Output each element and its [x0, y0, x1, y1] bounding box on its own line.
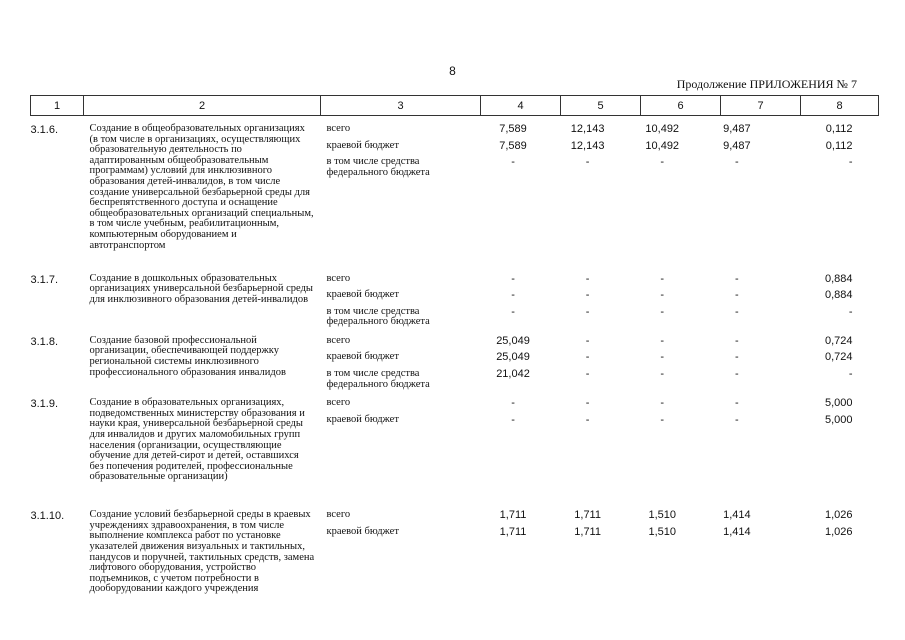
value-col-6: -	[660, 156, 665, 169]
table-row	[31, 266, 879, 328]
value-col-4: -	[511, 272, 515, 285]
funding-lines	[321, 116, 879, 266]
value-col-5: -	[585, 305, 590, 318]
value-col-5: -	[585, 397, 590, 410]
funding-line	[321, 307, 879, 328]
funding-line	[321, 527, 879, 538]
funding-line	[321, 398, 879, 409]
value-col-5: 12,143	[570, 139, 605, 152]
value-col-4: -	[511, 413, 515, 426]
row-number: 3.1.8.	[30, 335, 59, 348]
value-col-4: -	[511, 397, 515, 410]
funding-source-label: краевой бюджет	[326, 525, 399, 537]
funding-lines	[321, 390, 879, 502]
row-description: Создание в общеобразовательных организациях (в том числе в организациях, осуществляющих образовательную деятельность по адаптированным общеобразовательным программам) условий для инклюзивного образования детей-инвалидов, в том числе создание универсальной безбарьерной среды для беспрепятственного доступа и оснащение общеобразовательных организаций специальным, в том числе учебным, реабилитационным, компьютерным оборудованием и автотранспортом	[89, 123, 314, 251]
value-col-7: 1,414	[723, 525, 751, 538]
value-col-7: -	[735, 368, 739, 381]
funding-line	[321, 290, 879, 301]
row-number: 3.1.10.	[30, 510, 65, 523]
value-col-7: -	[735, 397, 739, 410]
value-col-6: -	[660, 351, 665, 364]
value-col-4: 25,049	[496, 334, 530, 347]
header-col-6: 6	[641, 96, 721, 116]
funding-source-label: всего	[326, 123, 351, 134]
value-col-5: -	[585, 272, 590, 285]
header-col-4: 4	[481, 96, 561, 116]
value-col-4: 25,049	[496, 351, 530, 364]
value-col-5: 1,711	[574, 509, 601, 522]
value-col-6: -	[660, 334, 665, 347]
value-col-8: -	[848, 368, 853, 381]
value-col-7: -	[735, 305, 739, 318]
value-col-8: 0,112	[825, 123, 853, 135]
value-col-7: -	[735, 334, 739, 347]
row-number: 3.1.6.	[30, 124, 59, 136]
funding-source-label: всего	[326, 397, 351, 409]
value-col-6: -	[660, 272, 665, 285]
funding-line	[321, 124, 879, 135]
value-col-4: -	[511, 289, 515, 302]
value-col-6: 10,492	[645, 139, 680, 152]
value-col-8: 0,884	[824, 289, 853, 302]
value-col-4: 7,589	[499, 139, 527, 152]
value-col-7: 9,487	[723, 123, 751, 135]
funding-source-label: в том числе средства федерального бюджета	[326, 156, 430, 178]
value-col-5: 12,143	[570, 123, 605, 135]
row-description: Создание в дошкольных образовательных организациях универсальной безбарьерной среды для инклюзивного образования детей-инвалидов	[89, 272, 313, 305]
funding-lines	[321, 328, 879, 390]
value-col-7: -	[735, 413, 739, 426]
value-col-8: 0,724	[824, 351, 853, 364]
row-number: 3.1.9.	[30, 398, 59, 411]
funding-line	[321, 415, 879, 426]
value-col-4: 1,711	[499, 525, 527, 538]
table-row	[31, 328, 879, 390]
value-col-6: -	[660, 413, 665, 426]
row-description: Создание в образовательных организациях, подведомственных министерству образования и науки края, универсальной безбарьерной среды для инвалидов и других маломобильных групп населения (организации, осуществляющие обучение для детей-сирот и детей, оставшихся без попечения родителей, профессиональные образовательные организации)	[89, 397, 305, 483]
funding-source-label: краевой бюджет	[326, 351, 399, 363]
value-col-8: 0,884	[824, 272, 853, 285]
value-col-6: -	[660, 289, 665, 302]
header-col-7: 7	[721, 96, 801, 116]
funding-source-label: в том числе средства федерального бюджета	[326, 305, 430, 328]
value-col-7: -	[735, 272, 739, 285]
header-col-2: 2	[84, 96, 321, 116]
table-row	[31, 502, 879, 604]
value-col-5: 1,711	[574, 525, 601, 538]
funding-line	[321, 510, 879, 521]
table-row	[31, 116, 879, 266]
row-description: Создание базовой профессиональной организации, обеспечивающей поддержку региональной системы инклюзивного профессионального образования инвалидов	[89, 334, 286, 378]
value-col-5: -	[585, 289, 590, 302]
header-row	[31, 96, 879, 116]
value-col-6: -	[660, 368, 665, 381]
header-col-1: 1	[31, 96, 84, 116]
value-col-8: -	[848, 156, 853, 169]
value-col-8: -	[848, 305, 853, 318]
header-col-5: 5	[561, 96, 641, 116]
value-col-6: 1,510	[648, 525, 676, 538]
value-col-4: 1,711	[499, 509, 527, 522]
funding-source-label: всего	[326, 509, 351, 521]
value-col-8: 1,026	[824, 525, 853, 538]
value-col-6: -	[660, 397, 665, 410]
value-col-8: 5,000	[824, 413, 853, 426]
header-col-3: 3	[321, 96, 481, 116]
value-col-5: -	[585, 351, 590, 364]
value-col-7: 9,487	[723, 139, 751, 152]
funding-source-label: краевой бюджет	[326, 289, 399, 301]
table-row	[31, 390, 879, 502]
funding-line	[321, 369, 879, 390]
funding-source-label: в том числе средства федерального бюджета	[326, 368, 430, 390]
value-col-8: 0,112	[825, 139, 853, 152]
value-col-4: -	[511, 305, 515, 318]
funding-line	[321, 141, 879, 152]
value-col-6: 1,510	[648, 509, 676, 522]
funding-source-label: краевой бюджет	[326, 413, 399, 425]
value-col-8: 1,026	[824, 509, 853, 522]
value-col-5: -	[585, 156, 590, 169]
value-col-5: -	[585, 413, 590, 426]
value-col-7: -	[735, 351, 739, 364]
funding-source-label: всего	[326, 272, 351, 284]
value-col-7: -	[735, 156, 739, 169]
header-col-8: 8	[801, 96, 879, 116]
row-number: 3.1.7.	[30, 273, 59, 286]
value-col-5: -	[585, 368, 590, 381]
appendix-table	[30, 95, 879, 604]
continuation-label: Продолжение ПРИЛОЖЕНИЯ № 7	[676, 77, 857, 91]
value-col-8: 5,000	[824, 397, 853, 410]
funding-source-label: всего	[326, 334, 351, 346]
funding-lines	[321, 266, 879, 328]
value-col-4: 21,042	[496, 368, 530, 381]
funding-line	[321, 336, 879, 347]
value-col-7: -	[735, 289, 739, 302]
value-col-4: 7,589	[499, 123, 527, 135]
value-col-4: -	[511, 156, 515, 169]
value-col-7: 1,414	[723, 509, 751, 522]
funding-lines	[321, 502, 879, 604]
funding-source-label: краевой бюджет	[326, 139, 399, 151]
funding-line	[321, 274, 879, 285]
row-description: Создание условий безбарьерной среды в краевых учреждениях здравоохранения, в том числе выполнение комплекса работ по установке указателей движения визуальных и тактильных, пандусов и поручней, тактильных средств, замена лифтового оборудования, устройство подъемников, с учетом потребности в дооборудовании каждого учреждения	[89, 509, 315, 595]
value-col-8: 0,724	[824, 334, 853, 347]
value-col-6: 10,492	[645, 123, 680, 135]
page-number: 8	[449, 64, 456, 78]
value-col-5: -	[585, 334, 590, 347]
funding-line	[321, 352, 879, 363]
value-col-6: -	[660, 305, 665, 318]
funding-line	[321, 157, 879, 178]
